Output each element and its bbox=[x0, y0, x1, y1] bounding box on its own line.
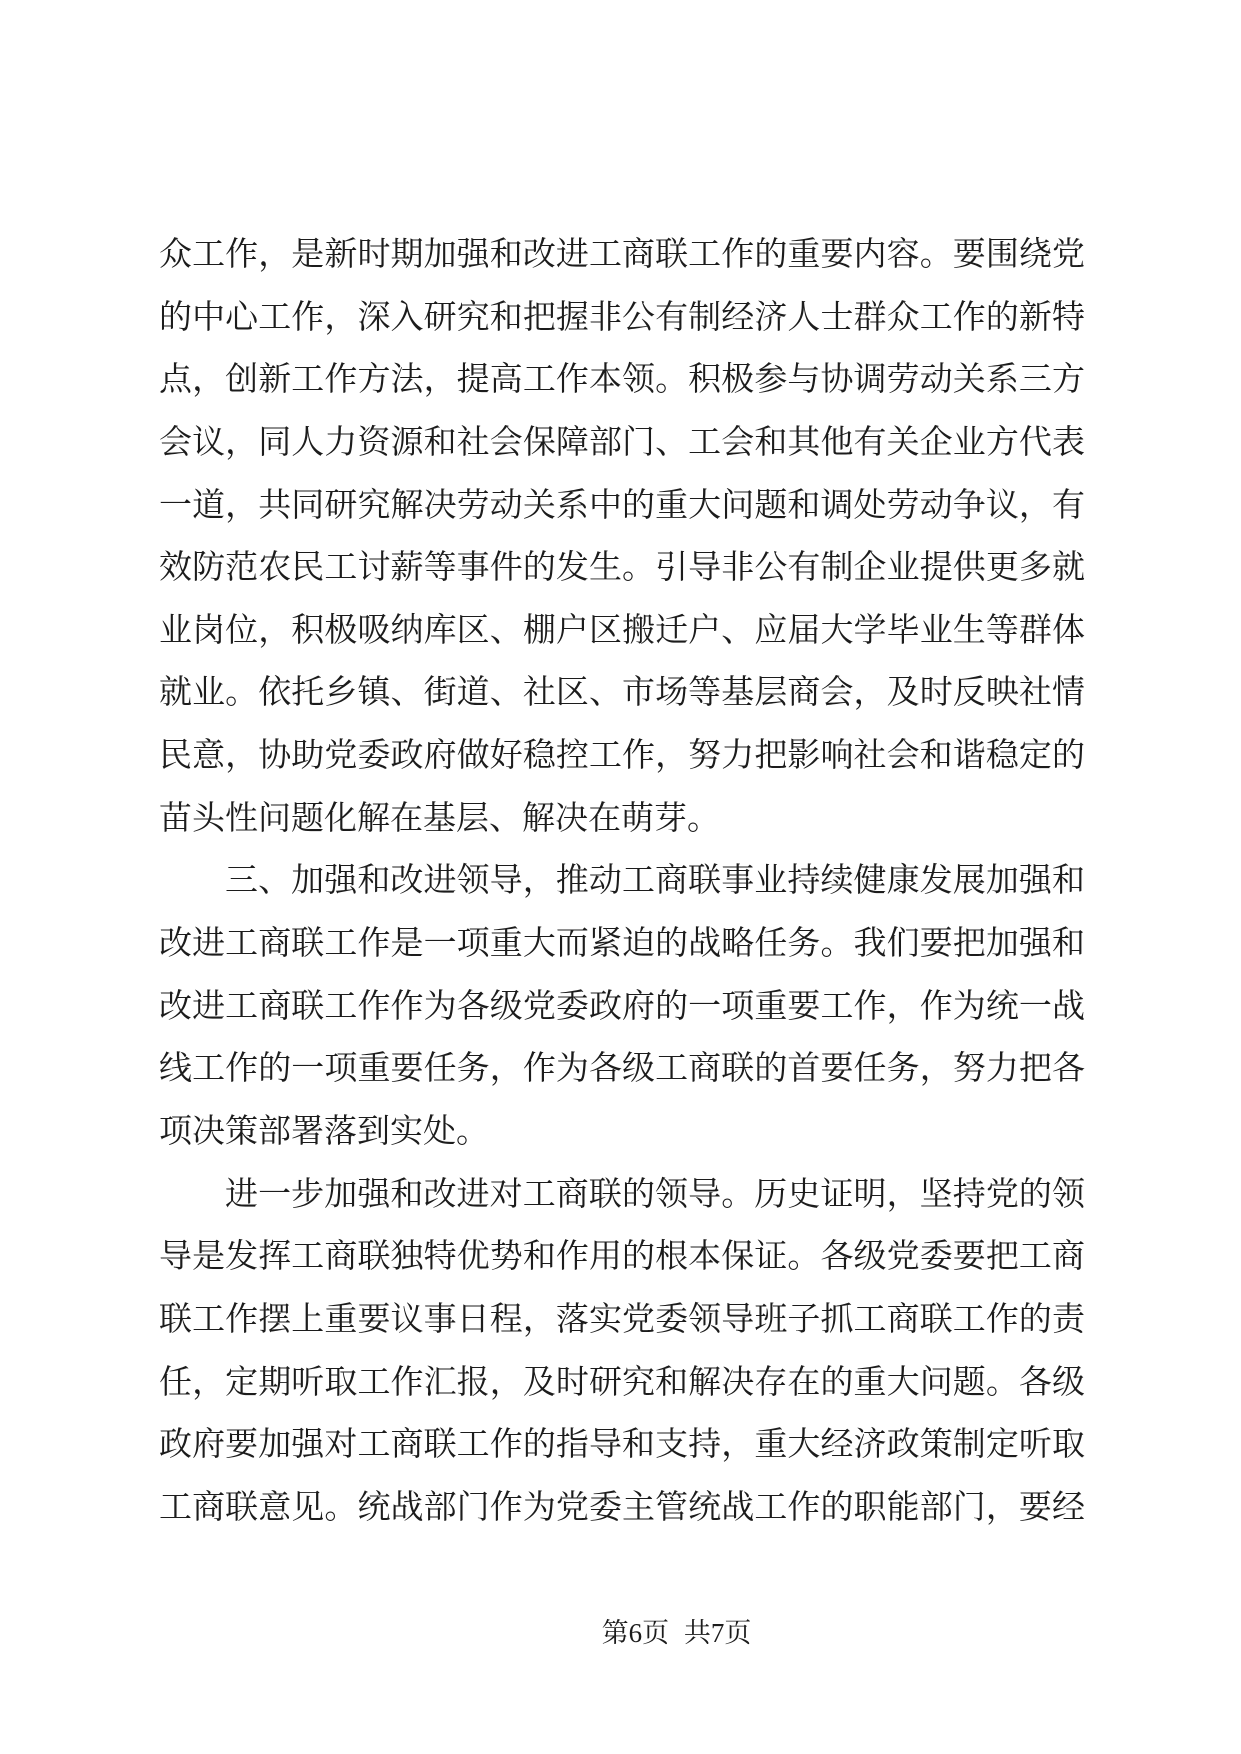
text-line: 效防范农民工讨薪等事件的发生。引导非公有制企业提供更多就 bbox=[159, 550, 1085, 587]
paragraph bbox=[159, 1164, 1085, 1540]
text-line: 线工作的一项重要任务，作为各级工商联的首要任务，努力把各 bbox=[159, 1051, 1085, 1088]
text-line: 就业。依托乡镇、街道、社区、市场等基层商会，及时反映社情 bbox=[159, 675, 1085, 712]
text-line: 任，定期听取工作汇报，及时研究和解决存在的重大问题。各级 bbox=[159, 1364, 1085, 1401]
text-line: 导是发挥工商联独特优势和作用的根本保证。各级党委要把工商 bbox=[159, 1239, 1085, 1276]
document-body bbox=[159, 224, 1085, 1539]
text-line: 政府要加强对工商联工作的指导和支持，重大经济政策制定听取 bbox=[159, 1427, 1085, 1464]
text-line: 进一步加强和改进对工商联的领导。历史证明，坚持党的领 bbox=[225, 1176, 1085, 1213]
paragraph bbox=[159, 850, 1085, 1163]
text-line: 改进工商联工作是一项重大而紧迫的战略任务。我们要把加强和 bbox=[159, 926, 1085, 963]
text-line: 项决策部署落到实处。 bbox=[159, 1113, 489, 1150]
text-line: 业岗位，积极吸纳库区、棚户区搬迁户、应届大学毕业生等群体 bbox=[159, 612, 1085, 649]
text-line: 联工作摆上重要议事日程，落实党委领导班子抓工商联工作的责 bbox=[159, 1301, 1085, 1338]
text-line: 众工作，是新时期加强和改进工商联工作的重要内容。要围绕党 bbox=[159, 237, 1085, 273]
text-line: 会议，同人力资源和社会保障部门、工会和其他有关企业方代表 bbox=[159, 424, 1085, 461]
text-line: 工商联意见。统战部门作为党委主管统战工作的职能部门，要经 bbox=[159, 1489, 1085, 1526]
text-line: 的中心工作，深入研究和把握非公有制经济人士群众工作的新特 bbox=[159, 299, 1085, 336]
page-number-label: 第6页 共7页 bbox=[601, 1618, 752, 1648]
text-line: 民意，协助党委政府做好稳控工作，努力把影响社会和谐稳定的 bbox=[159, 738, 1085, 775]
text-line: 点，创新工作方法，提高工作本领。积极参与协调劳动关系三方 bbox=[159, 362, 1085, 399]
page-footer bbox=[56, 1616, 1241, 1650]
text-line: 改进工商联工作作为各级党委政府的一项重要工作，作为统一战 bbox=[159, 988, 1085, 1025]
text-line: 三、加强和改进领导，推动工商联事业持续健康发展加强和 bbox=[225, 863, 1085, 900]
text-line: 苗头性问题化解在基层、解决在萌芽。 bbox=[159, 800, 720, 837]
paragraph bbox=[159, 224, 1085, 850]
text-line: 一道，共同研究解决劳动关系中的重大问题和调处劳动争议，有 bbox=[159, 487, 1085, 524]
